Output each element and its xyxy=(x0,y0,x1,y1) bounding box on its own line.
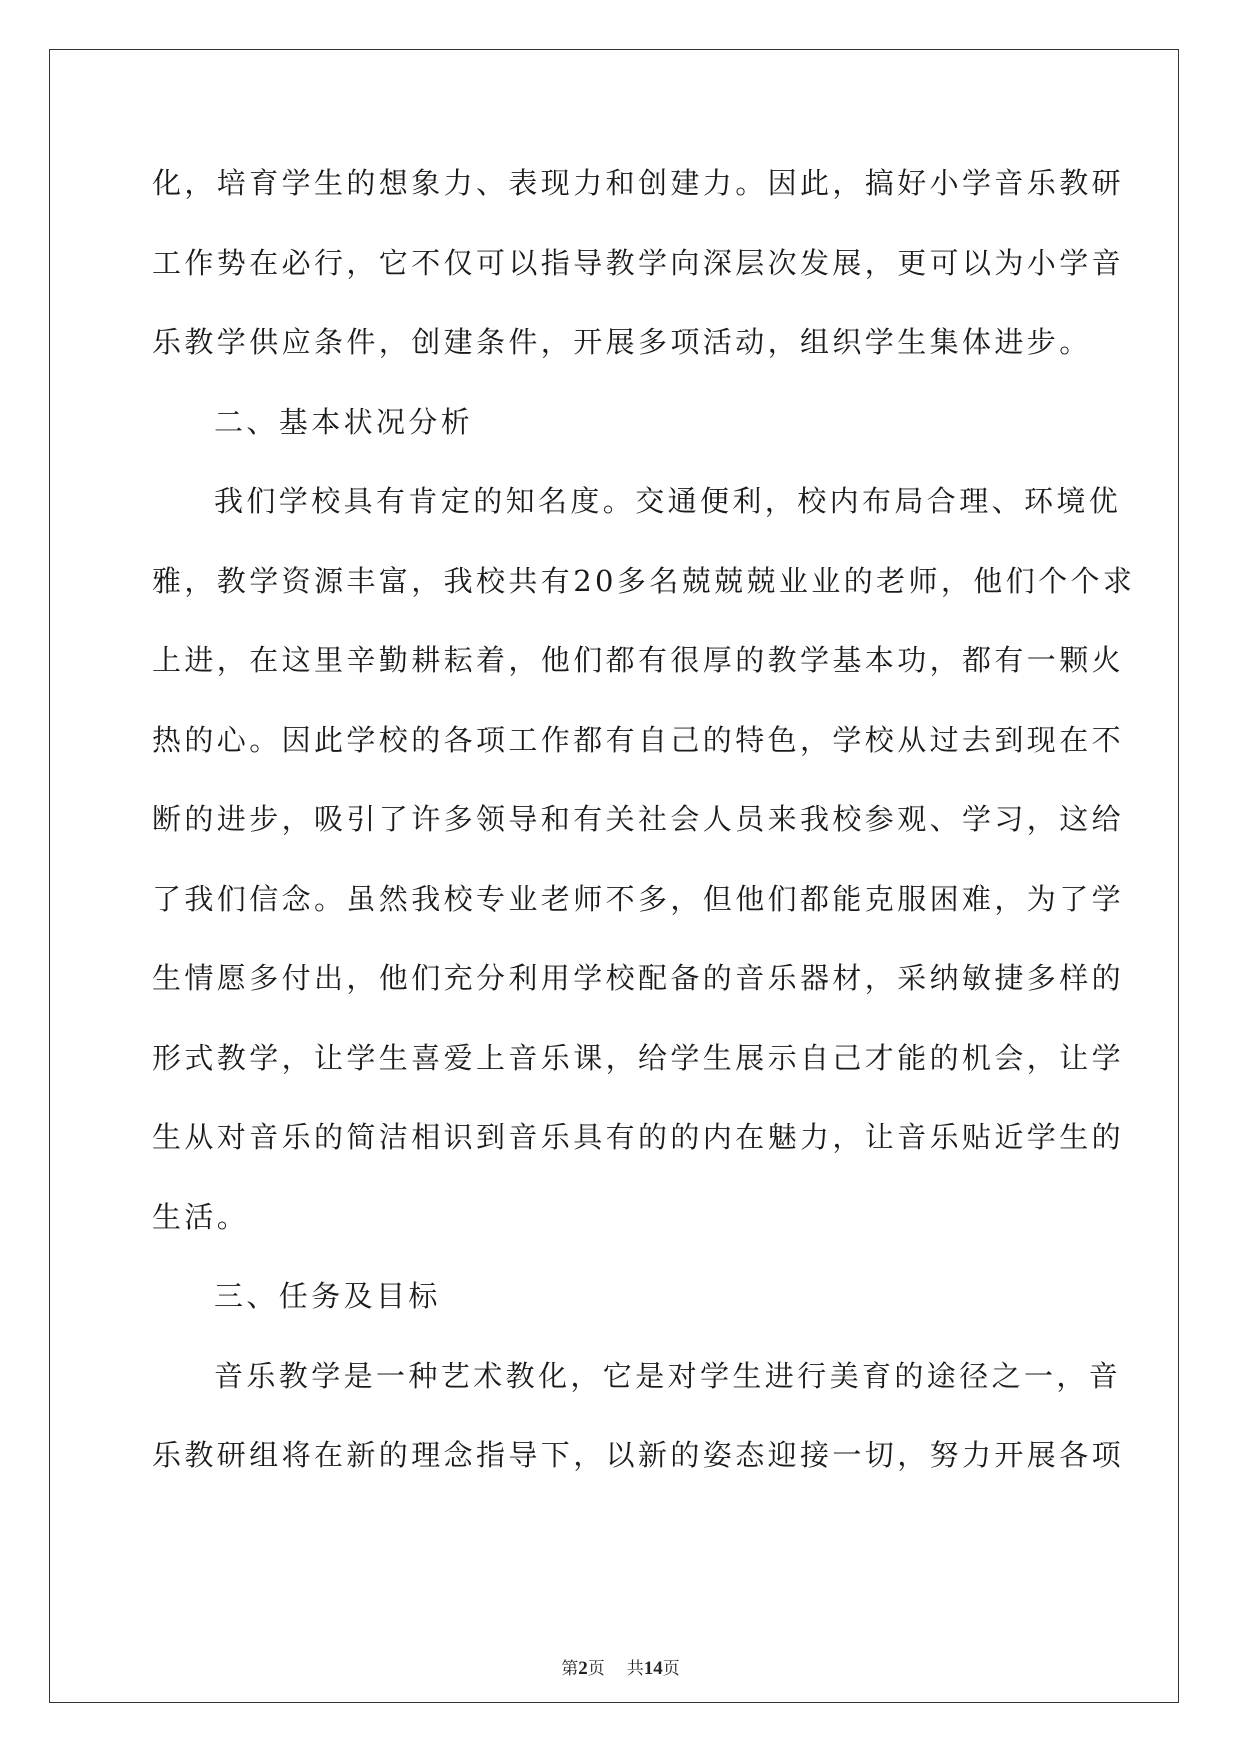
paragraph-line: 生从对音乐的简洁相识到音乐具有的的内在魅力，让音乐贴近学生的 xyxy=(152,1120,1125,1154)
paragraph-line: 化，培育学生的想象力、表现力和创建力。因此，搞好小学音乐教研 xyxy=(152,166,1125,200)
paragraph-line: 生活。 xyxy=(152,1199,250,1234)
section-heading: 二、基本状况分析 xyxy=(214,404,474,439)
section-heading: 三、任务及目标 xyxy=(214,1279,441,1313)
paragraph-line: 音乐教学是一种艺术教化，它是对学生进行美育的途径之一，音 xyxy=(214,1358,1122,1393)
page-number: 2 xyxy=(578,1658,588,1679)
paragraph-line: 工作势在必行，它不仅可以指导教学向深层次发展，更可以为小学音 xyxy=(152,245,1125,280)
paragraph-line: 生情愿多付出，他们充分利用学校配备的音乐器材，采纳敏捷多样的 xyxy=(152,961,1125,995)
paragraph-line: 了我们信念。虽然我校专业老师不多，但他们都能克服困难，为了学 xyxy=(152,881,1125,916)
total-prefix: 共 xyxy=(626,1659,644,1679)
paragraph-line: 雅，教学资源丰富，我校共有20多名兢兢兢业业的老师，他们个个求 xyxy=(152,563,1136,598)
paragraph-line: 断的进步，吸引了许多领导和有关社会人员来我校参观、学习，这给 xyxy=(152,802,1125,836)
paragraph-line: 上进，在这里辛勤耕耘着，他们都有很厚的教学基本功，都有一颗火 xyxy=(152,643,1125,677)
page-suffix: 页 xyxy=(587,1659,605,1679)
document-body xyxy=(152,163,1136,1515)
page-prefix: 第 xyxy=(561,1659,579,1679)
paragraph-line: 乐教研组将在新的理念指导下，以新的姿态迎接一切，努力开展各项 xyxy=(152,1438,1125,1472)
paragraph-line: 形式教学，让学生喜爱上音乐课，给学生展示自己才能的机会，让学 xyxy=(152,1040,1125,1075)
paragraph-line: 乐教学供应条件，创建条件，开展多项活动，组织学生集体进步。 xyxy=(152,325,1092,359)
total-pages: 14 xyxy=(643,1658,663,1679)
page-footer xyxy=(0,1654,1241,1680)
total-suffix: 页 xyxy=(662,1659,680,1679)
paragraph-line: 热的心。因此学校的各项工作都有自己的特色，学校从过去到现在不 xyxy=(152,722,1125,757)
paragraph-line: 我们学校具有肯定的知名度。交通便利，校内布局合理、环境优 xyxy=(214,484,1122,518)
